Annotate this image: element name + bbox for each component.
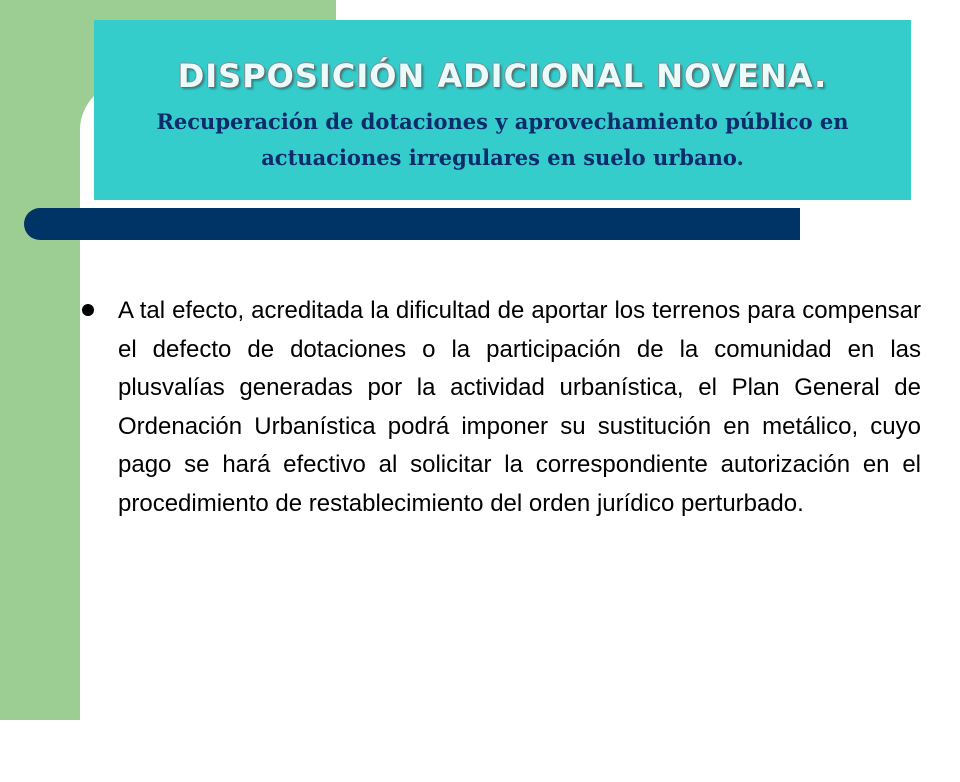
divider-bar <box>24 208 800 240</box>
slide-title: DISPOSICIÓN ADICIONAL NOVENA. <box>177 57 828 95</box>
title-box <box>94 20 911 200</box>
bullet-item <box>82 292 922 523</box>
bullet-dot-icon <box>82 304 94 316</box>
slide-subtitle: Recuperación de dotaciones y aprovechamiento público en actuaciones irregulares en suelo urbano. <box>156 109 849 170</box>
bullet-text: A tal efecto, acreditada la dificultad de aportar los terrenos para compensar el defecto de dotaciones o la participación de la comunidad en las plusvalías generadas por la actividad urbanística, el Plan General de Ordenación Urbanística podrá imponer su sustitución en metálico, cuyo pago se hará efectivo al solicitar la correspondiente autorización en el procedimiento de restablecimiento del orden jurídico perturbado. <box>118 297 921 517</box>
